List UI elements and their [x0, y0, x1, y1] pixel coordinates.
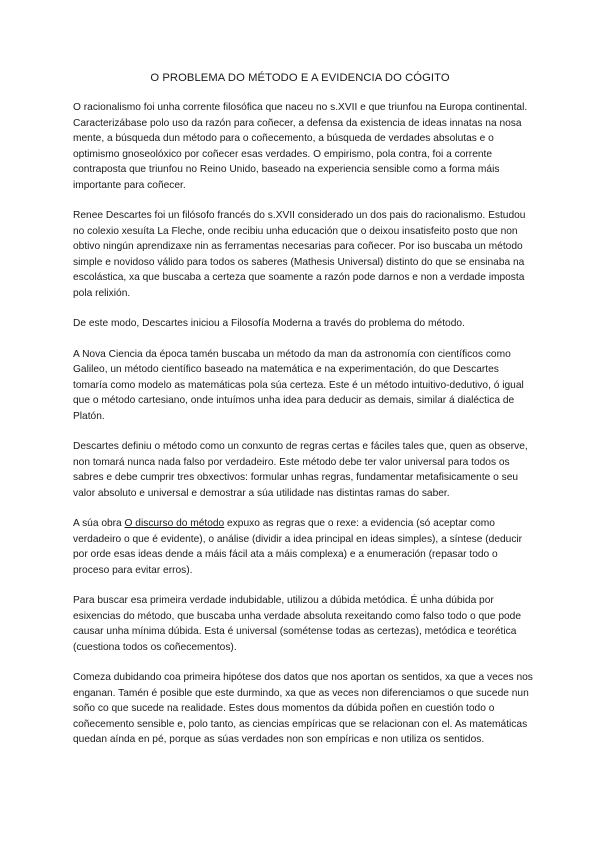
paragraph-dubida-metodica: Para buscar esa primeira verdade indubidable, utilizou a dúbida metódica. É unha dúbida por esixencias do método, que buscaba unha verdade absoluta rexeitando como falso todo o que pode causar unha mínima dúbida. Esta é universal (sométense todas as certezas), metódica e teorética (cuestiona todos os coñecementos).: [73, 595, 522, 653]
paragraph-sentidos: Comeza dubidando coa primeira hipótese dos datos que nos aportan os sentidos, xa que a veces nos enganan. Tamén é posible que este durmindo, xa que as veces non diferenciamos o que sucede nun soño co que sucede na realidade. Estes dous momentos da dúbida poñen en cuestión todo o coñecemento sensible e, polo tanto, as ciencias empíricas que se relacionan con el. As matemáticas quedan aínda en pé, porque as súas verdades non son empíricas e non utiliza os sentidos.: [73, 672, 533, 745]
paragraph-racionalismo: O racionalismo foi unha corrente filosófica que naceu no s.XVII e que triunfou na Europa continental. Caracterizábase polo uso da razón para coñecer, a defensa da existencia de ideas innatas na nosa mente, a búsqueda dun método para o coñecemento, a búsqueda de verdades absolutas e o optimismo gnoseolóxico por coñecer esas verdades. O empirismo, pola contra, foi a corrente contraposta que triunfou no Reino Unido, baseado na experiencia sensible como a forma máis importante para coñecer.: [73, 102, 528, 191]
paragraph-descartes-bio: Renee Descartes foi un filósofo francés do s.XVII considerado un dos pais do racionalismo. Estudou no colexio xesuíta La Fleche, onde recibiu unha educación que o deixou insatisfeito posto que non obtivo ningún aprendizaxe nin as ferramentas necesarias para coñecer. Por iso buscaba un método simple e novidoso válido para todos os saberes (Mathesis Universal) distinto do que se ensinaba na escolástica, xa que buscaba a certeza que soamente a razón pode darnos e non a verdade imposta pola relixión.: [73, 210, 526, 299]
paragraph-definicion-metodo: Descartes definiu o método como un conxunto de regras certas e fáciles tales que, quen as observe, non tomará nunca nada falso por verdadeiro. Este método debe ter valor universal para todos os sabres e debe cumprir tres obxectivos: formular unhas regras, fundamentar metafisicamente o seu valor absoluto e universal e demostrar a súa utilidade nas distintas ramas do saber.: [73, 441, 528, 499]
paragraph-prefix: A súa obra: [73, 518, 125, 529]
paragraph-discurso-metodo: [73, 516, 533, 578]
book-title-link: O discurso do método: [124, 518, 225, 529]
paragraph-filosofia-moderna: De este modo, Descartes iniciou a Filosofía Moderna a través do problema do método.: [73, 318, 465, 329]
paragraph-nova-ciencia: A Nova Ciencia da época tamén buscaba un método da man da astronomía con científicos como Galileo, un método científico baseado na matemática e na experimentación, do que Descartes tomaría como modelo as matemáticas pola súa certeza. Este é un método intuitivo-dedutivo, ó igual que o método cartesiano, onde intuímos unha idea para deducir as demais, similar á dialéctica de Platón.: [73, 348, 524, 422]
document-title: O PROBLEMA DO MÉTODO E A EVIDENCIA DO CÓGITO: [150, 72, 450, 84]
paragraph-suffix: expuxo as regras que o rexe: a evidencia (só aceptar como verdadeiro o que é evidente), o análise (dividir a idea principal en ideas simples), a síntese (deducir por orde esas ideas dende a máis fácil ata a máis complexa) e a enumeración (repasar todo o proceso para evitar erros).: [73, 518, 523, 576]
document-body: [73, 100, 533, 763]
